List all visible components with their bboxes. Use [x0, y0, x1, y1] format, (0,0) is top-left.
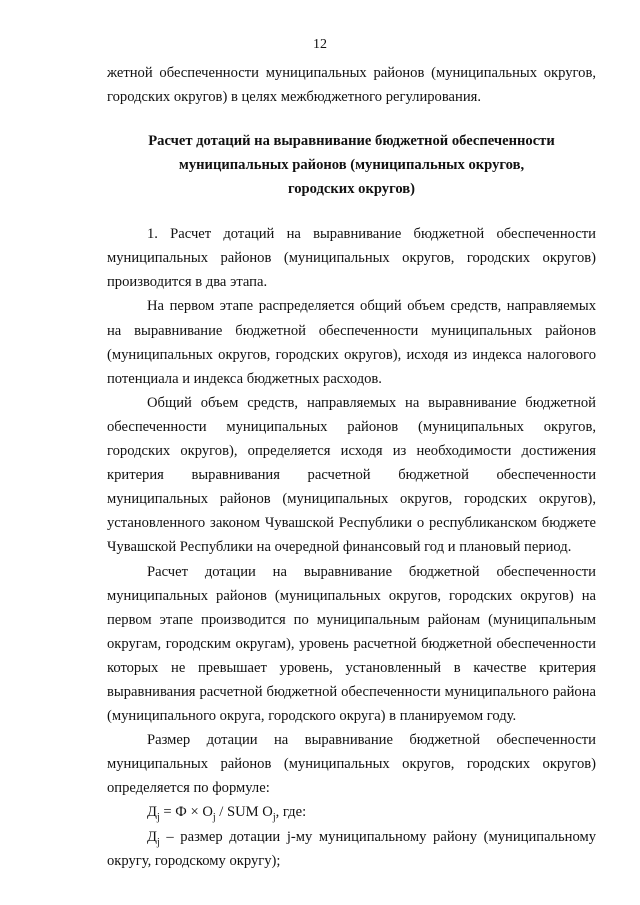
paragraph-1: 1. Расчет дотаций на выравнивание бюджетной обеспеченности муниципальных районов (муниципальных округов, городских округов) производится в два этапа. — [107, 226, 596, 291]
formula-lhs-subscript: j — [156, 812, 160, 824]
page-content — [107, 61, 596, 873]
formula-lhs: Д — [147, 804, 157, 821]
heading-line-3: городских округов) — [287, 181, 416, 198]
paragraph-3: Общий объем средств, направляемых на выравнивание бюджетной обеспеченности муниципальных районов (муниципальных округов, городских округов), определяется исходя из необходимости достижения критерия выравнивания расчетной бюджетной обеспеченности муниципальных районов (муниципальных округов, городских округов), установленного законом Чувашской Республики о республиканском бюджете Чувашской Республики на очередной финансовый год и плановый период. — [107, 394, 596, 556]
intro-paragraph: жетной обеспеченности муниципальных районов (муниципальных округов, городских округов) в целях межбюджетного регулирования. — [107, 65, 596, 106]
formula-o2-subscript: j — [272, 812, 276, 824]
formula-o-subscript: j — [212, 812, 216, 824]
formula-tail: , где: — [275, 804, 307, 821]
formula-numerator: = Ф × O — [159, 804, 213, 821]
definition-symbol-subscript: j — [156, 836, 160, 848]
paragraph-2: На первом этапе распределяется общий объем средств, направляемых на выравнивание бюджетной обеспеченности муниципальных районов (муниципальных округов, городских округов), исходя из индекса налогового потенциала и индекса бюджетных расходов. — [107, 298, 596, 387]
page-number: 12 — [313, 37, 327, 52]
definition-text: – размер дотации j-му муниципальному району (муниципальному округу, городскому округу); — [107, 828, 596, 869]
section-heading — [107, 129, 596, 201]
heading-line-2: муниципальных районов (муниципальных округов, — [178, 157, 525, 174]
heading-line-1: Расчет дотаций на выравнивание бюджетной обеспеченности — [148, 133, 555, 150]
paragraph-5: Размер дотации на выравнивание бюджетной обеспеченности муниципальных районов (муниципальных округов, городских округов) определяется по формуле: — [107, 732, 596, 797]
formula — [107, 800, 596, 824]
paragraph-4: Расчет дотации на выравнивание бюджетной обеспеченности муниципальных районов (муниципальных округов, городских округов) на первом этапе производится по муниципальным районам (муниципальным округам, городским округам), уровень расчетной бюджетной обеспеченности которых не превышает уровень, установленный в качестве критерия выравнивания расчетной бюджетной обеспеченности муниципального района (муниципального округа, городского округа) в планируемом году. — [107, 563, 596, 725]
definition-item — [107, 825, 596, 873]
definition-symbol: Д — [147, 828, 157, 845]
formula-denominator: / SUM O — [215, 804, 273, 821]
